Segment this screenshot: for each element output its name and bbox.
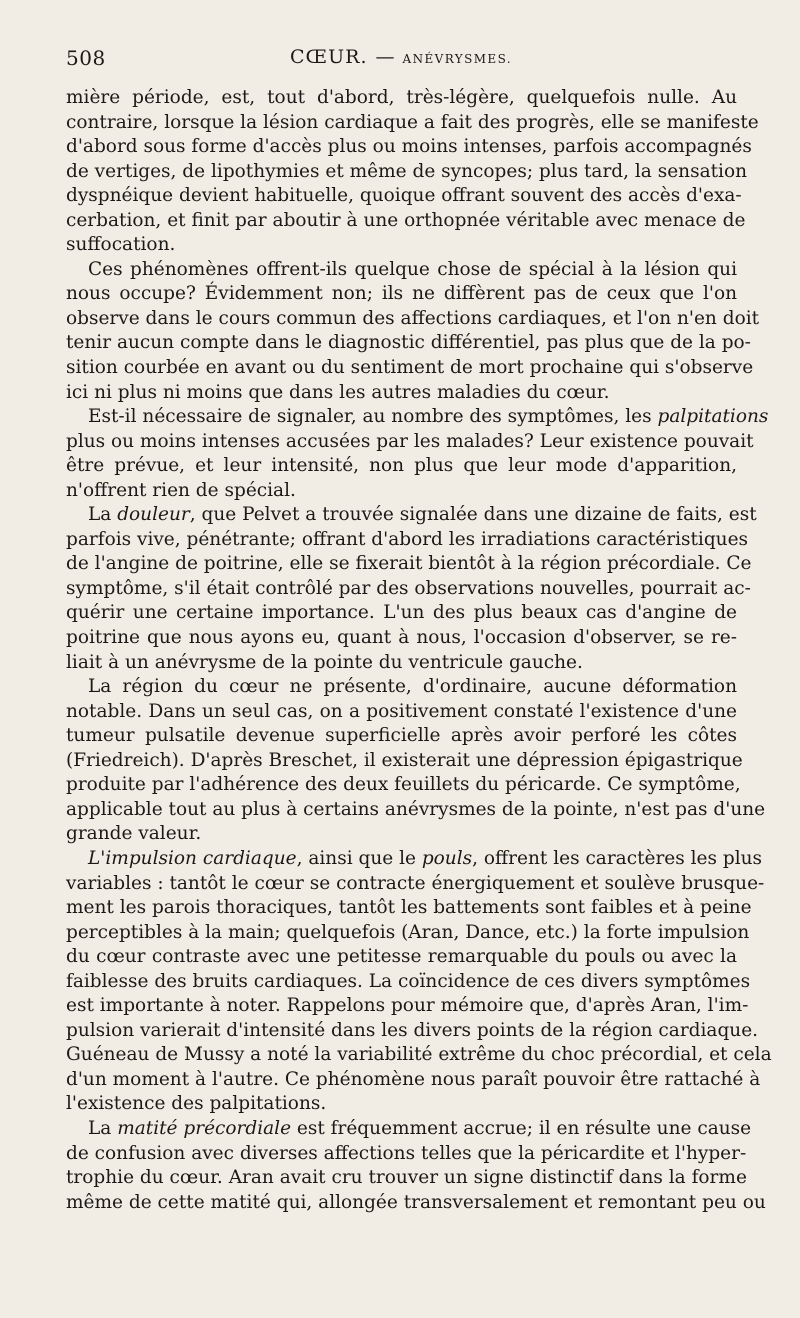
- text-line: du cœur contraste avec une petitesse remarquable du pouls ou avec la: [66, 946, 737, 968]
- text-line: ici ni plus ni moins que dans les autres maladies du cœur.: [66, 381, 610, 403]
- text-line: est importante à noter. Rappelons pour mémoire que, d'après Aran, l'im-: [66, 995, 749, 1017]
- paragraph: [66, 405, 769, 503]
- text-line: produite par l'adhérence des deux feuillets du péricarde. Ce symptôme,: [66, 774, 741, 796]
- text-line: de l'angine de poitrine, elle se fixerait bientôt à la région précordiale. Ce: [66, 553, 752, 575]
- text-line: trophie du cœur. Aran avait cru trouver un signe distinctif dans la forme: [66, 1167, 747, 1189]
- text-line: ment les parois thoraciques, tantôt les battements sont faibles et à peine: [66, 897, 752, 919]
- text-line: variables : tantôt le cœur se contracte énergiquement et soulève brusque-: [66, 872, 765, 894]
- paragraph: [66, 1117, 766, 1215]
- text-line: liait à un anévrysme de la pointe du ventricule gauche.: [66, 651, 583, 673]
- paragraph: [66, 675, 766, 847]
- text-line: notable. Dans un seul cas, on a positivement constaté l'existence d'une: [66, 700, 737, 722]
- paragraph: [66, 503, 757, 675]
- text-line: d'abord sous forme d'accès plus ou moins intenses, parfois accompagnés: [66, 136, 752, 158]
- text-line: mière période, est, tout d'abord, très-légère, quelquefois nulle. Au: [66, 87, 737, 108]
- chapter-title: CŒUR.: [290, 46, 368, 68]
- text-line: tenir aucun compte dans le diagnostic différentiel, pas plus que de la po-: [66, 332, 751, 354]
- text-line: Ces phénomènes offrent-ils quelque chose de spécial à la lésion qui: [88, 258, 737, 280]
- italic-term: matité précordiale: [117, 1117, 292, 1139]
- italic-term: pouls: [421, 847, 473, 869]
- text-line: La matité précordiale est fréquemment accrue; il en résulte une cause: [88, 1117, 752, 1139]
- running-title: [66, 46, 736, 68]
- text-line: Guéneau de Mussy a noté la variabilité extrême du choc précordial, et cela: [66, 1044, 772, 1066]
- text-line: n'offrent rien de spécial.: [66, 479, 296, 501]
- text-line: La douleur, que Pelvet a trouvée signalée dans une dizaine de faits, est: [88, 504, 757, 526]
- text-line: dyspnéique devient habituelle, quoique offrant souvent des accès d'exa-: [66, 185, 742, 207]
- text-line: L'impulsion cardiaque, ainsi que le pouls, offrent les caractères les plus: [88, 847, 763, 869]
- text-line: plus ou moins intenses accusées par les malades? Leur existence pouvait: [66, 430, 754, 452]
- text-line: nous occupe? Évidemment non; ils ne diffèrent pas de ceux que l'on: [66, 283, 737, 305]
- text-line: perceptibles à la main; quelquefois (Aran, Dance, etc.) la forte impulsion: [66, 921, 750, 943]
- paragraph: [66, 86, 759, 258]
- page-number: 508: [66, 46, 106, 70]
- text-line: même de cette matité qui, allongée transversalement et remontant peu ou: [66, 1191, 766, 1213]
- text-line: tumeur pulsatile devenue superficielle après avoir perforé les côtes: [66, 725, 737, 747]
- text-line: cerbation, et finit par aboutir à une orthopnée véritable avec menace de: [66, 209, 746, 231]
- text-line: contraire, lorsque la lésion cardiaque a fait des progrès, elle se manifeste: [66, 111, 759, 133]
- text-line: Est-il nécessaire de signaler, au nombre des symptômes, les palpitations: [88, 406, 769, 428]
- paragraph: [66, 258, 760, 405]
- italic-term: L'impulsion cardiaque: [88, 847, 297, 869]
- italic-term: palpitations: [657, 406, 769, 428]
- text-line: de confusion avec diverses affections telles que la péricardite et l'hyper-: [66, 1142, 747, 1164]
- text-line: être prévue, et leur intensité, non plus que leur mode d'apparition,: [66, 455, 737, 477]
- text-line: (Friedreich). D'après Breschet, il existerait une dépression épigastrique: [66, 749, 743, 771]
- text-line: poitrine que nous ayons eu, quant à nous, l'occasion d'observer, se re-: [66, 627, 737, 649]
- section-title: ANÉVRYSMES.: [402, 52, 512, 66]
- paragraph: [66, 847, 772, 1117]
- text-line: de vertiges, de lipothymies et même de syncopes; plus tard, la sensation: [66, 160, 748, 182]
- title-separator: —: [375, 46, 395, 68]
- text-line: La région du cœur ne présente, d'ordinaire, aucune déformation: [88, 676, 737, 698]
- text-line: quérir une certaine importance. L'un des plus beaux cas d'angine de: [66, 602, 737, 624]
- text-line: d'un moment à l'autre. Ce phénomène nous paraît pouvoir être rattaché à: [66, 1068, 761, 1090]
- text-line: faiblesse des bruits cardiaques. La coïncidence de ces divers symptômes: [66, 970, 751, 992]
- italic-term: douleur: [117, 504, 190, 526]
- text-line: suffocation.: [66, 234, 176, 256]
- body-text: [66, 86, 772, 1215]
- text-line: parfois vive, pénétrante; offrant d'abord les irradiations caractéristiques: [66, 528, 749, 550]
- text-line: symptôme, s'il était contrôlé par des observations nouvelles, pourrait ac-: [66, 577, 751, 599]
- text-line: applicable tout au plus à certains anévrysmes de la pointe, n'est pas d'une: [66, 798, 766, 820]
- text-line: l'existence des palpitations.: [66, 1093, 327, 1115]
- running-header: [66, 46, 736, 80]
- text-line: grande valeur.: [66, 823, 202, 845]
- text-line: observe dans le cours commun des affections cardiaques, et l'on n'en doit: [66, 307, 760, 329]
- text-line: sition courbée en avant ou du sentiment de mort prochaine qui s'observe: [66, 357, 754, 379]
- text-line: pulsion varierait d'intensité dans les divers points de la région cardiaque.: [66, 1019, 759, 1041]
